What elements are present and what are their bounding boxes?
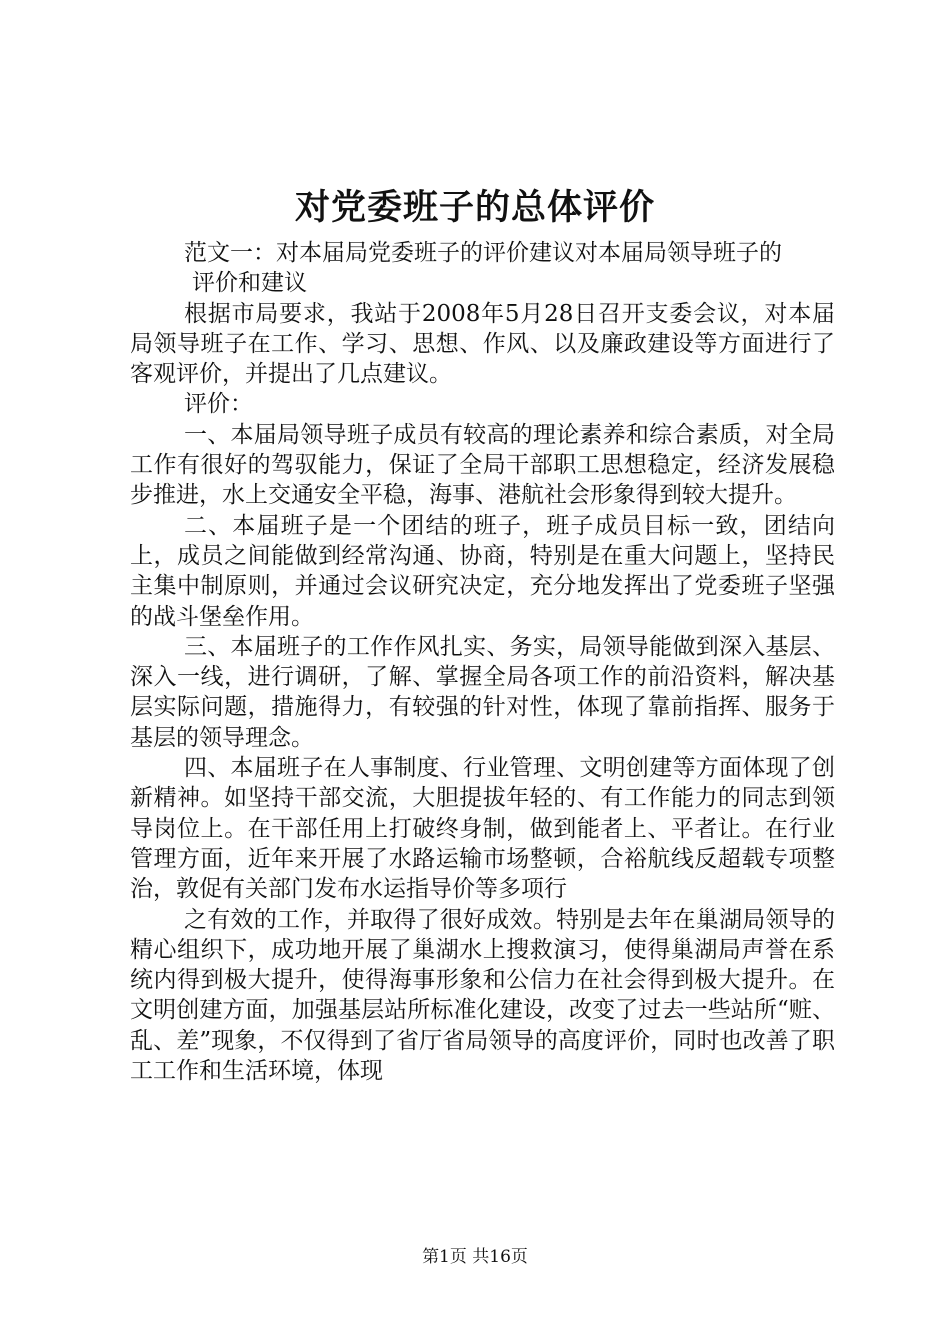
document-title: 对党委班子的总体评价 (294, 187, 655, 228)
page-number-footer: 第1页 共16页 (422, 1247, 528, 1267)
paragraph: 四、本届班子在人事制度、行业管理、文明创建等方面体现了创新精神。如坚持干部交流，大胆提拔年轻的、有工作能力的同志到领导岗位上。在干部任用上打破终身制，做到能者上、平者让。在行业管理方面，近年来开展了水路运输市场整顿，合裕航线反超载专项整治，敦促有关部门发布水运指导价等多项行 (130, 755, 835, 903)
paragraph: 评价和建议 (192, 270, 307, 297)
paragraph: 范文一：对本届局党委班子的评价建议对本届局领导班子的 (184, 240, 782, 266)
paragraph: 之有效的工作，并取得了很好成效。特别是去年在巢湖局领导的精心组织下，成功地开展了巢湖水上搜救演习，使得巢湖局声誉在系统内得到极大提升，使得海事形象和公信力在社会得到极大提升。在文明创建方面，加强基层站所标准化建设，改变了过去一些站所“赃、乱、差”现象，不仅得到了省厅省局领导的高度评价，同时也改善了职工工作和生活环境，体现 (130, 906, 835, 1085)
paragraph: 评价： (184, 391, 253, 418)
document-body (130, 238, 835, 1086)
paragraph: 三、本届班子的工作作风扎实、务实，局领导能做到深入基层、深入一线，进行调研，了解、掌握全局各项工作的前沿资料，解决基层实际问题，措施得力，有较强的针对性，体现了靠前指挥、服务于基层的领导理念。 (130, 633, 835, 751)
paragraph: 二、本届班子是一个团结的班子，班子成员目标一致，团结向上，成员之间能做到经常沟通、协商，特别是在重大问题上，坚持民主集中制原则，并通过会议研究决定，充分地发挥出了党委班子坚强的战斗堡垒作用。 (130, 512, 835, 630)
paragraph: 根据市局要求，我站于2008年5月28日召开支委会议，对本届局领导班子在工作、学习、思想、作风、以及廉政建设等方面进行了客观评价，并提出了几点建议。 (130, 300, 835, 388)
paragraph: 一、本届局领导班子成员有较高的理论素养和综合素质，对全局工作有很好的驾驭能力，保证了全局干部职工思想稳定，经济发展稳步推进，水上交通安全平稳，海事、港航社会形象得到较大提升。 (130, 421, 835, 509)
